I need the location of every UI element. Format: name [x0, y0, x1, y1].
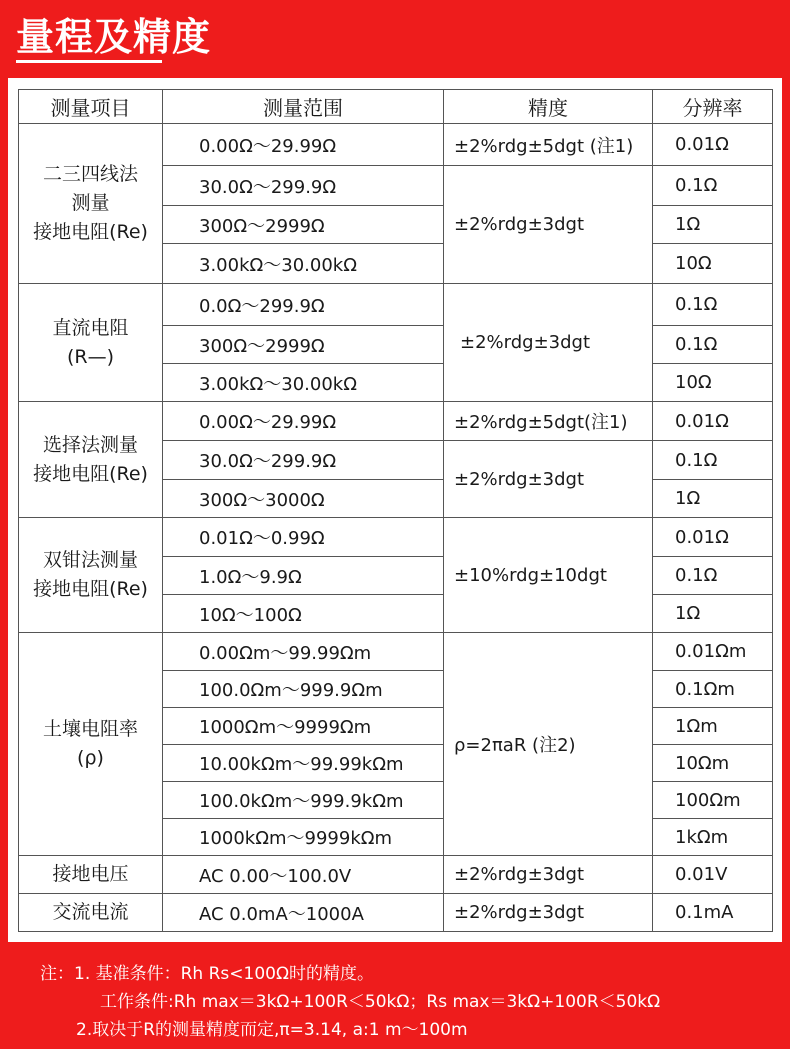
category-line: (R—) [66, 345, 115, 368]
precision-cell: ±2%rdg±5dgt(注1) [444, 402, 653, 441]
header-item: 测量项目 [19, 90, 163, 124]
precision-cell: ±2%rdg±3dgt [444, 894, 653, 932]
range-cell: 0.00Ω～29.99Ω [163, 124, 444, 166]
resolution-cell: 10Ωm [653, 745, 773, 782]
range-cell: 30.0Ω～299.9Ω [163, 441, 444, 480]
category-cell: 接地电压 [19, 856, 163, 894]
footnotes [40, 960, 660, 1044]
range-cell: 10.00kΩm～99.99kΩm [163, 745, 444, 782]
category-line: 接地电阻(Re) [33, 578, 148, 600]
table-row [19, 633, 773, 671]
table-row [19, 518, 773, 557]
precision-cell: ρ=2πaR (注2) [444, 633, 653, 856]
category-line: 直流电阻 [52, 316, 129, 339]
category-line: 选择法测量 [42, 433, 138, 456]
category-line: 接地电阻(Re) [33, 221, 148, 243]
range-cell: 3.00kΩ～30.00kΩ [163, 364, 444, 402]
resolution-cell: 1Ωm [653, 708, 773, 745]
table-row [19, 856, 773, 894]
resolution-cell: 0.1Ω [653, 557, 773, 595]
note-line-1: 注：1. 基准条件：Rh Rs<100Ω时的精度。 [40, 964, 374, 984]
header-range: 测量范围 [163, 90, 444, 124]
resolution-cell: 1Ω [653, 480, 773, 518]
note-line-3: 2.取决于R的测量精度而定,π=3.14, a:1 m～100m [76, 1020, 468, 1040]
range-cell: 1000Ωm～9999Ωm [163, 708, 444, 745]
range-cell: 3.00kΩ～30.00kΩ [163, 244, 444, 284]
range-cell: 100.0kΩm～999.9kΩm [163, 782, 444, 819]
resolution-cell: 0.1Ω [653, 326, 773, 364]
category-line: 二三四线法 [42, 163, 138, 185]
resolution-cell: 0.01V [653, 856, 773, 894]
note-line-2: 工作条件:Rh max＝3kΩ+100R＜50kΩ；Rs max＝3kΩ+100R＜50kΩ [100, 992, 661, 1012]
category-line: (ρ) [77, 747, 104, 769]
title-underline [16, 60, 162, 63]
category-line: 土壤电阻率 [42, 718, 138, 740]
resolution-cell: 0.01Ω [653, 402, 773, 441]
range-cell: 300Ω～2999Ω [163, 326, 444, 364]
page-title: 量程及精度 [16, 15, 212, 59]
range-cell: 300Ω～3000Ω [163, 480, 444, 518]
resolution-cell: 1Ω [653, 206, 773, 244]
range-cell: AC 0.00～100.0V [163, 856, 444, 894]
range-cell: 10Ω～100Ω [163, 595, 444, 633]
header-resolution: 分辨率 [653, 90, 773, 124]
table-row [19, 894, 773, 932]
table-row [19, 124, 773, 166]
resolution-cell: 10Ω [653, 244, 773, 284]
range-cell: 1.0Ω～9.9Ω [163, 557, 444, 595]
resolution-cell: 1kΩm [653, 819, 773, 856]
resolution-cell: 0.1mA [653, 894, 773, 932]
precision-cell: ±2%rdg±3dgt [444, 284, 653, 402]
precision-cell: ±10%rdg±10dgt [444, 518, 653, 633]
category-cell [19, 284, 163, 402]
category-cell: 交流电流 [19, 894, 163, 932]
table-row [19, 402, 773, 441]
range-cell: 300Ω～2999Ω [163, 206, 444, 244]
resolution-cell: 0.01Ωm [653, 633, 773, 671]
precision-cell: ±2%rdg±3dgt [444, 166, 653, 284]
range-cell: 30.0Ω～299.9Ω [163, 166, 444, 206]
category-line: 双钳法测量 [42, 549, 138, 571]
category-cell [19, 633, 163, 856]
resolution-cell: 0.1Ω [653, 441, 773, 480]
table-row [19, 284, 773, 326]
precision-cell: ±2%rdg±3dgt [444, 856, 653, 894]
resolution-cell: 100Ωm [653, 782, 773, 819]
resolution-cell: 0.1Ωm [653, 671, 773, 708]
resolution-cell: 1Ω [653, 595, 773, 633]
range-cell: 0.01Ω～0.99Ω [163, 518, 444, 557]
range-cell: AC 0.0mA～1000A [163, 894, 444, 932]
category-cell [19, 124, 163, 284]
range-cell: 0.00Ωm～99.99Ωm [163, 633, 444, 671]
category-line: 接地电阻(Re) [33, 462, 148, 485]
range-cell: 0.00Ω～29.99Ω [163, 402, 444, 441]
table-header-row [19, 90, 773, 124]
category-cell [19, 402, 163, 518]
precision-cell: ±2%rdg±3dgt [444, 441, 653, 518]
resolution-cell: 0.1Ω [653, 284, 773, 326]
range-cell: 0.0Ω～299.9Ω [163, 284, 444, 326]
resolution-cell: 0.01Ω [653, 518, 773, 557]
category-cell [19, 518, 163, 633]
resolution-cell: 0.1Ω [653, 166, 773, 206]
header-precision: 精度 [444, 90, 653, 124]
resolution-cell: 0.01Ω [653, 124, 773, 166]
spec-table [18, 89, 773, 932]
category-line: 测量 [71, 192, 110, 214]
range-cell: 1000kΩm～9999kΩm [163, 819, 444, 856]
resolution-cell: 10Ω [653, 364, 773, 402]
precision-cell: ±2%rdg±5dgt (注1) [444, 124, 653, 166]
range-cell: 100.0Ωm～999.9Ωm [163, 671, 444, 708]
